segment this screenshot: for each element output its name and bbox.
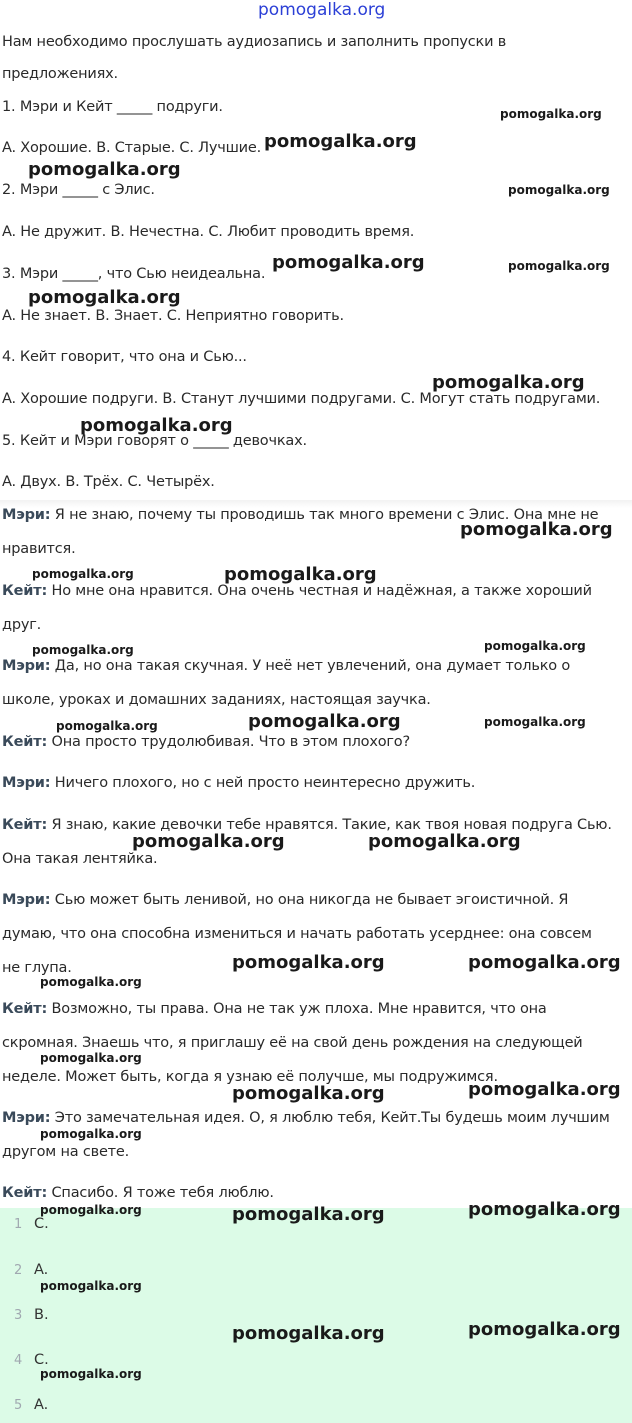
watermark: pomogalka.org bbox=[32, 643, 134, 657]
watermark: pomogalka.org bbox=[468, 952, 621, 973]
watermark: pomogalka.org bbox=[508, 183, 610, 197]
watermark: pomogalka.org bbox=[248, 711, 401, 732]
watermark: pomogalka.org bbox=[272, 252, 425, 273]
question-3: 3. Мэри _____, что Сью неидеальна. bbox=[2, 266, 266, 282]
watermark: pomogalka.org bbox=[40, 1279, 142, 1293]
top-watermark: pomogalka.org bbox=[258, 0, 386, 20]
dialogue-line: друг. bbox=[2, 617, 42, 633]
watermark: pomogalka.org bbox=[28, 287, 181, 308]
watermark: pomogalka.org bbox=[40, 1127, 142, 1141]
dialogue-line: Мэри: Ничего плохого, но с ней просто неинтересно дружить. bbox=[2, 775, 476, 791]
watermark: pomogalka.org bbox=[232, 1083, 385, 1104]
question-4: 4. Кейт говорит, что она и Сью... bbox=[2, 349, 247, 365]
watermark: pomogalka.org bbox=[32, 567, 134, 581]
answer-row: 5 A. bbox=[14, 1397, 49, 1413]
options-1: A. Хорошие. B. Старые. C. Лучшие. bbox=[2, 140, 262, 156]
watermark: pomogalka.org bbox=[224, 564, 377, 585]
watermark: pomogalka.org bbox=[232, 952, 385, 973]
question-1: 1. Мэри и Кейт _____ подруги. bbox=[2, 99, 223, 115]
dialogue-line: Мэри: Сью может быть ленивой, но она никогда не бывает эгоистичной. Я bbox=[2, 892, 569, 908]
dialogue-line: Мэри: Я не знаю, почему ты проводишь так много времени с Элис. Она мне не bbox=[2, 507, 599, 523]
answers-panel bbox=[0, 1208, 632, 1423]
dialogue-line: школе, уроках и домашних заданиях, настоящая заучка. bbox=[2, 692, 431, 708]
answer-row: 4 C. bbox=[14, 1352, 49, 1368]
watermark: pomogalka.org bbox=[232, 1204, 385, 1225]
watermark: pomogalka.org bbox=[484, 639, 586, 653]
watermark: pomogalka.org bbox=[484, 715, 586, 729]
dialogue-line: Мэри: Это замечательная идея. О, я люблю тебя, Кейт.Ты будешь моим лучшим bbox=[2, 1110, 610, 1126]
options-2: A. Не дружит. B. Нечестна. C. Любит проводить время. bbox=[2, 224, 415, 240]
dialogue-line: Кейт: Она просто трудолюбивая. Что в этом плохого? bbox=[2, 734, 410, 750]
dialogue-line: неделе. Может быть, когда я узнаю её получше, мы подружимся. bbox=[2, 1069, 498, 1085]
question-2: 2. Мэри _____ с Элис. bbox=[2, 182, 155, 198]
watermark: pomogalka.org bbox=[460, 519, 613, 540]
watermark: pomogalka.org bbox=[468, 1319, 621, 1340]
watermark: pomogalka.org bbox=[508, 259, 610, 273]
watermark: pomogalka.org bbox=[368, 831, 521, 852]
answer-row: 2 A. bbox=[14, 1262, 49, 1278]
task-intro-cont: предложениях. bbox=[2, 66, 118, 82]
dialogue-line: Кейт: Возможно, ты права. Она не так уж плоха. Мне нравится, что она bbox=[2, 1001, 547, 1017]
watermark: pomogalka.org bbox=[40, 1051, 142, 1065]
dialogue-line: Мэри: Да, но она такая скучная. У неё нет увлечений, она думает только о bbox=[2, 658, 571, 674]
answer-row: 3 B. bbox=[14, 1307, 49, 1323]
task-intro: Нам необходимо прослушать аудиозапись и заполнить пропуски в bbox=[2, 34, 507, 50]
dialogue-line: Кейт: Спасибо. Я тоже тебя люблю. bbox=[2, 1185, 274, 1201]
options-4: A. Хорошие подруги. B. Станут лучшими подругами. C. Могут стать подругами. bbox=[2, 391, 601, 407]
watermark: pomogalka.org bbox=[232, 1323, 385, 1344]
watermark: pomogalka.org bbox=[80, 415, 233, 436]
watermark: pomogalka.org bbox=[432, 372, 585, 393]
watermark: pomogalka.org bbox=[40, 1203, 142, 1217]
dialogue-line: не глупа. bbox=[2, 960, 72, 976]
options-3: A. Не знает. B. Знает. C. Неприятно говорить. bbox=[2, 308, 344, 324]
options-5: A. Двух. B. Трёх. C. Четырёх. bbox=[2, 474, 215, 490]
dialogue-line: другом на свете. bbox=[2, 1144, 130, 1160]
dialogue-line: думаю, что она способна измениться и начать работать усерднее: она совсем bbox=[2, 926, 592, 942]
watermark: pomogalka.org bbox=[40, 1367, 142, 1381]
dialogue-line: скромная. Знаешь что, я приглашу её на свой день рождения на следующей bbox=[2, 1035, 583, 1051]
watermark: pomogalka.org bbox=[56, 719, 158, 733]
dialogue-line: Кейт: Я знаю, какие девочки тебе нравятся. Такие, как твоя новая подруга Сью. bbox=[2, 817, 612, 833]
watermark: pomogalka.org bbox=[500, 107, 602, 121]
answer-row: 1 C. bbox=[14, 1216, 49, 1232]
watermark: pomogalka.org bbox=[468, 1079, 621, 1100]
question-5: 5. Кейт и Мэри говорят о _____ девочках. bbox=[2, 433, 307, 449]
watermark: pomogalka.org bbox=[264, 131, 417, 152]
watermark: pomogalka.org bbox=[28, 159, 181, 180]
watermark: pomogalka.org bbox=[132, 831, 285, 852]
dialogue-line: Кейт: Но мне она нравится. Она очень честная и надёжная, а также хороший bbox=[2, 583, 592, 599]
dialogue-line: Она такая лентяйка. bbox=[2, 851, 158, 867]
watermark: pomogalka.org bbox=[468, 1199, 621, 1220]
watermark: pomogalka.org bbox=[40, 975, 142, 989]
dialogue-line: нравится. bbox=[2, 541, 76, 557]
